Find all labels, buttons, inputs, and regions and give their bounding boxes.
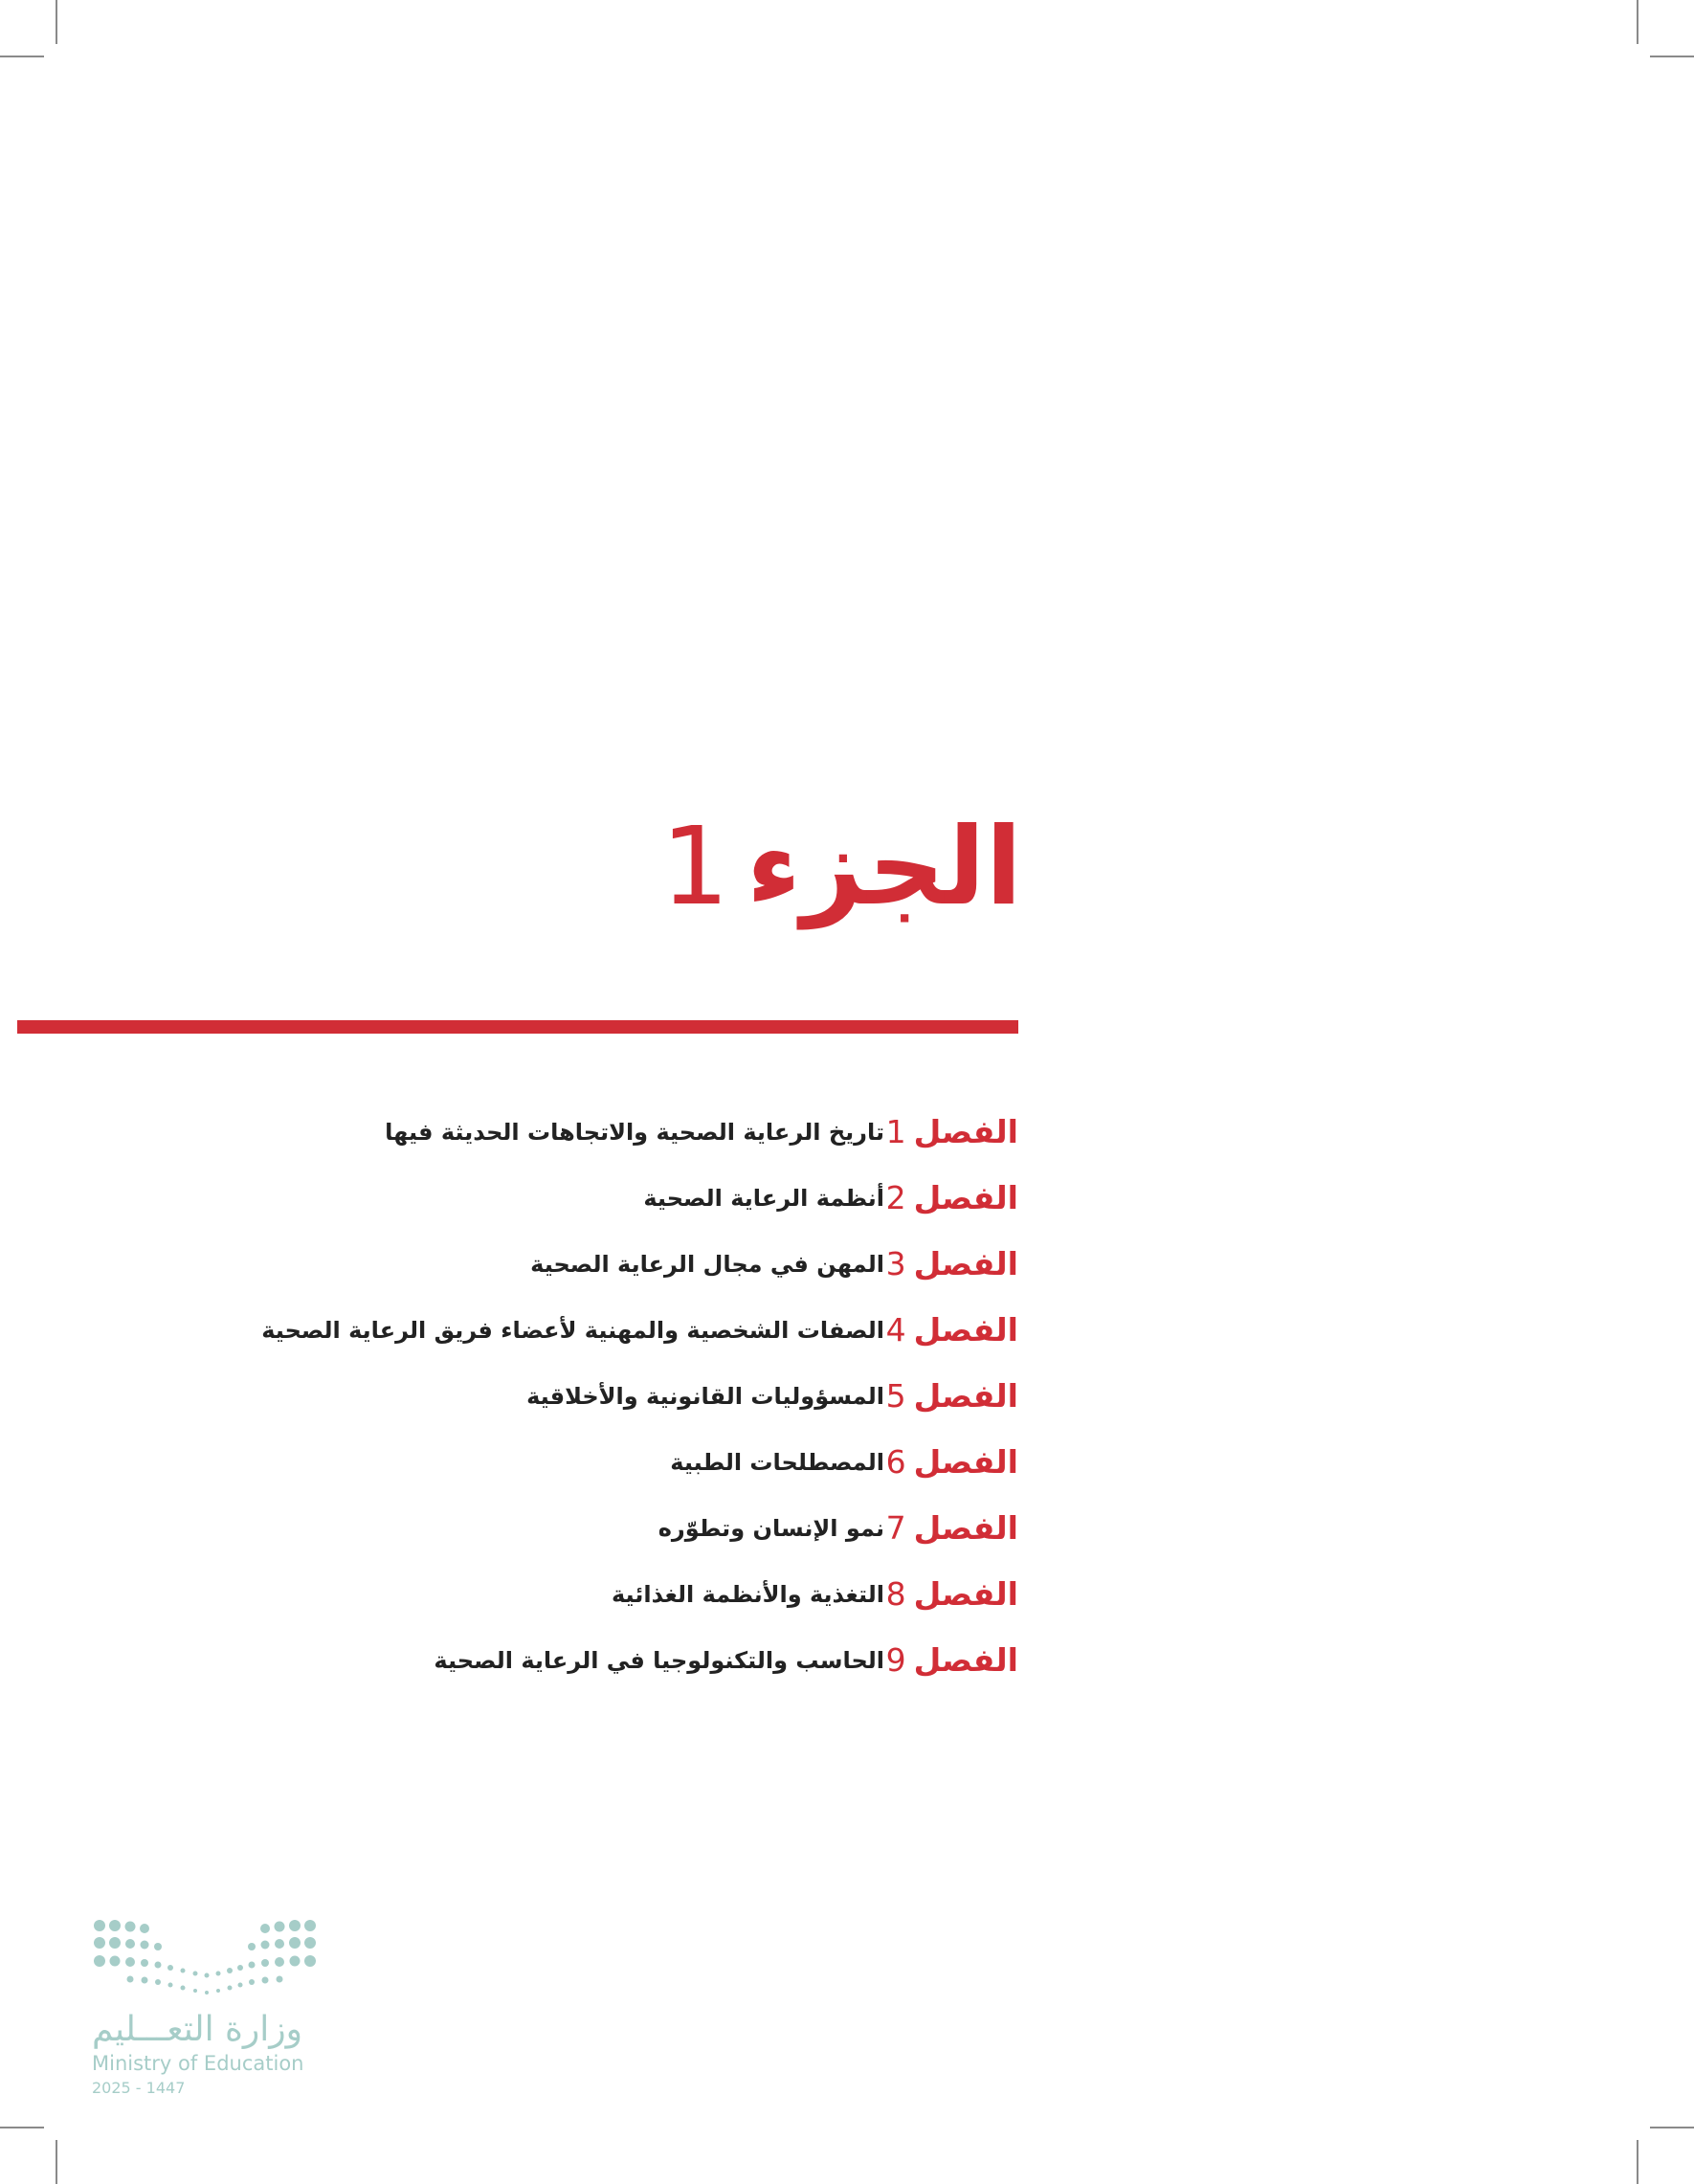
- crop-mark: [1637, 0, 1638, 44]
- chapter-title: الحاسب والتكنولوجيا في الرعاية الصحية: [434, 1646, 884, 1674]
- part-word: الجزء: [746, 805, 1022, 929]
- crop-mark: [0, 56, 44, 57]
- title-divider: [17, 1020, 1018, 1034]
- chapter-label: الفصل9: [885, 1641, 1018, 1679]
- logo-arabic-text: وزارة التعـــليم: [92, 2010, 303, 2049]
- ministry-logo: [92, 1918, 318, 2100]
- chapter-row[interactable]: [157, 1495, 1018, 1561]
- chapter-title: المصطلحات الطبية: [670, 1448, 884, 1476]
- part-number: 1: [660, 805, 729, 929]
- crop-mark: [1637, 2140, 1638, 2184]
- chapter-title: التغذية والأنظمة الغذائية: [611, 1580, 884, 1608]
- chapter-row[interactable]: [157, 1627, 1018, 1693]
- chapter-label: الفصل1: [885, 1113, 1018, 1150]
- crop-mark: [56, 2140, 57, 2184]
- logo-english-text: Ministry of Education: [92, 2052, 304, 2075]
- chapter-title: أنظمة الرعاية الصحية: [643, 1184, 884, 1212]
- chapter-row[interactable]: [157, 1231, 1018, 1297]
- chapter-label: الفصل7: [885, 1509, 1018, 1547]
- chapter-row[interactable]: [157, 1297, 1018, 1363]
- chapter-row[interactable]: [157, 1561, 1018, 1627]
- chapter-label: الفصل2: [885, 1179, 1018, 1216]
- crop-mark: [56, 0, 57, 44]
- logo-dots-icon: [92, 1918, 318, 2004]
- chapter-label: الفصل5: [885, 1377, 1018, 1415]
- chapter-title: المهن في مجال الرعاية الصحية: [530, 1250, 884, 1278]
- crop-mark: [1650, 56, 1694, 57]
- chapter-title: نمو الإنسان وتطوّره: [658, 1514, 884, 1542]
- chapter-row[interactable]: [157, 1165, 1018, 1231]
- crop-mark: [1650, 2127, 1694, 2128]
- part-title: [660, 805, 1022, 929]
- crop-mark: [0, 2127, 44, 2128]
- chapter-title: تاريخ الرعاية الصحية والاتجاهات الحديثة فيها: [385, 1118, 884, 1146]
- chapter-list: [157, 1099, 1018, 1693]
- chapter-row[interactable]: [157, 1099, 1018, 1165]
- chapter-label: الفصل6: [885, 1443, 1018, 1481]
- chapter-row[interactable]: [157, 1363, 1018, 1429]
- chapter-label: الفصل3: [885, 1245, 1018, 1282]
- chapter-title: الصفات الشخصية والمهنية لأعضاء فريق الرعاية الصحية: [261, 1316, 884, 1344]
- chapter-label: الفصل8: [885, 1575, 1018, 1613]
- logo-year: 2025 - 1447: [92, 2079, 186, 2097]
- chapter-label: الفصل4: [885, 1311, 1018, 1348]
- chapter-row[interactable]: [157, 1429, 1018, 1495]
- chapter-title: المسؤوليات القانونية والأخلاقية: [526, 1382, 884, 1410]
